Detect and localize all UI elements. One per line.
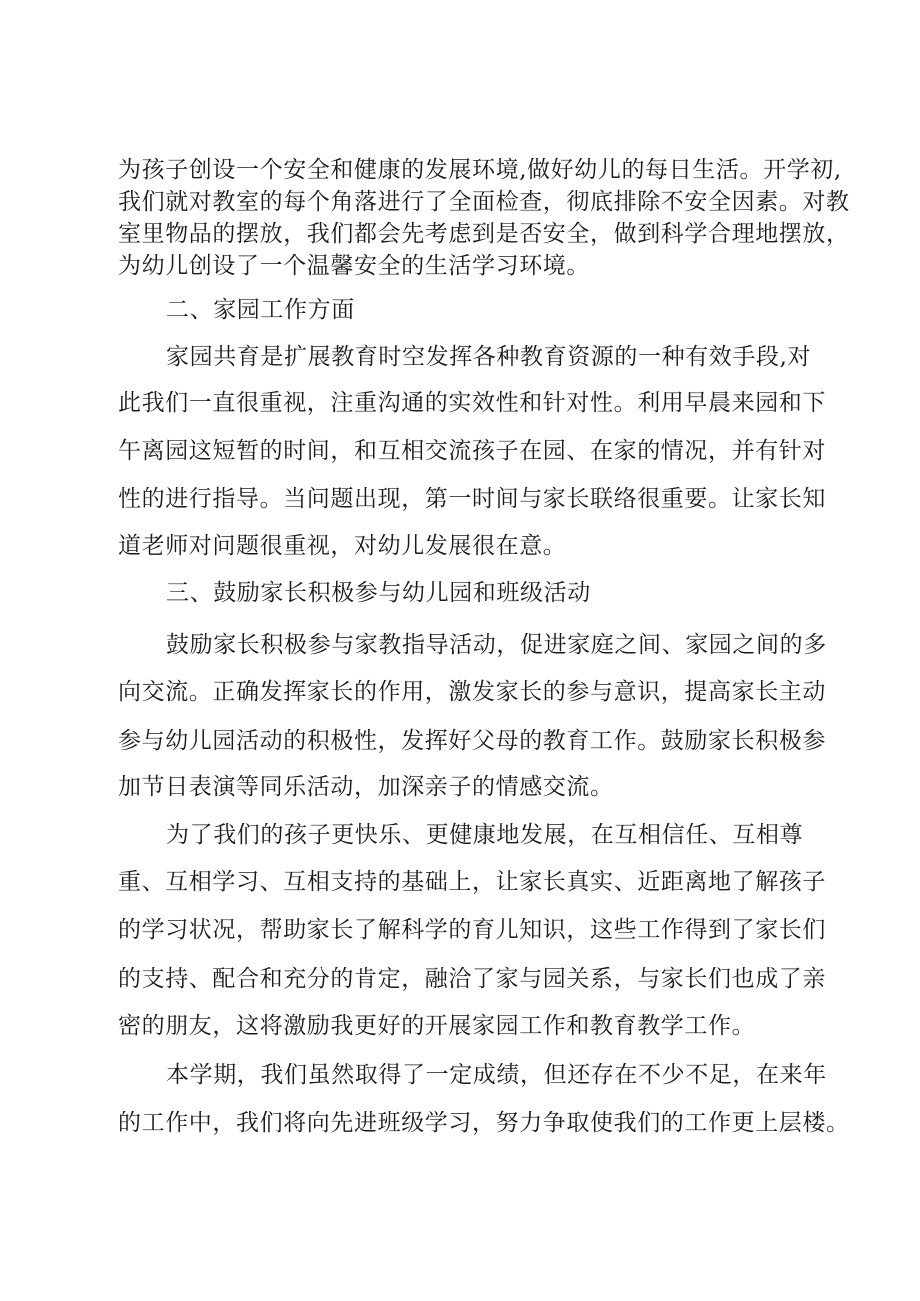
- text-line: 道老师对问题很重视，对幼儿发展很在意。: [118, 533, 567, 559]
- text-line: 鼓励家长积极参与家教指导活动，促进家庭之间、家园之间的多: [166, 632, 827, 658]
- text-line: 密的朋友，这将激励我更好的开展家园工作和教育教学工作。: [118, 1013, 756, 1039]
- text-line: 室里物品的摆放，我们都会先考虑到是否安全，做到科学合理地摆放，: [118, 221, 850, 247]
- section-heading: 二、家园工作方面: [166, 297, 355, 323]
- text-line: 我们就对教室的每个角落进行了全面检查，彻底排除不安全因素。对教: [118, 189, 850, 215]
- text-line: 为孩子创设一个安全和健康的发展环境,做好幼儿的每日生活。开学初,: [118, 157, 842, 183]
- text-line: 为了我们的孩子更快乐、更健康地发展，在互相信任、互相尊: [166, 822, 804, 848]
- text-line: 本学期，我们虽然取得了一定成绩，但还存在不少不足，在来年: [166, 1062, 827, 1088]
- text-line: 家园共育是扩展教育时空发挥各种教育资源的一种有效手段,对: [166, 344, 812, 370]
- text-line: 向交流。正确发挥家长的作用，激发家长的参与意识，提高家长主动: [118, 679, 826, 705]
- text-line: 的工作中，我们将向先进班级学习，努力争取使我们的工作更上层楼。: [118, 1110, 850, 1136]
- text-line: 为幼儿创设了一个温馨安全的生活学习环境。: [118, 253, 590, 279]
- text-line: 午离园这短暂的时间，和互相交流孩子在园、在家的情况，并有针对: [118, 438, 826, 464]
- text-line: 的支持、配合和充分的肯定，融洽了家与园关系，与家长们也成了亲: [118, 966, 826, 992]
- text-line: 性的进行指导。当问题出现，第一时间与家长联络很重要。让家长知: [118, 486, 826, 512]
- text-line: 此我们一直很重视，注重沟通的实效性和针对性。利用早晨来园和下: [118, 390, 826, 416]
- text-line: 参与幼儿园活动的积极性，发挥好父母的教育工作。鼓励家长积极参: [118, 728, 826, 754]
- text-line: 的学习状况，帮助家长了解科学的育儿知识，这些工作得到了家长们: [118, 917, 826, 943]
- text-line: 重、互相学习、互相支持的基础上，让家长真实、近距离地了解孩子: [118, 869, 826, 895]
- section-heading: 三、鼓励家长积极参与幼儿园和班级活动: [166, 580, 591, 606]
- text-line: 加节日表演等同乐活动，加深亲子的情感交流。: [118, 774, 614, 800]
